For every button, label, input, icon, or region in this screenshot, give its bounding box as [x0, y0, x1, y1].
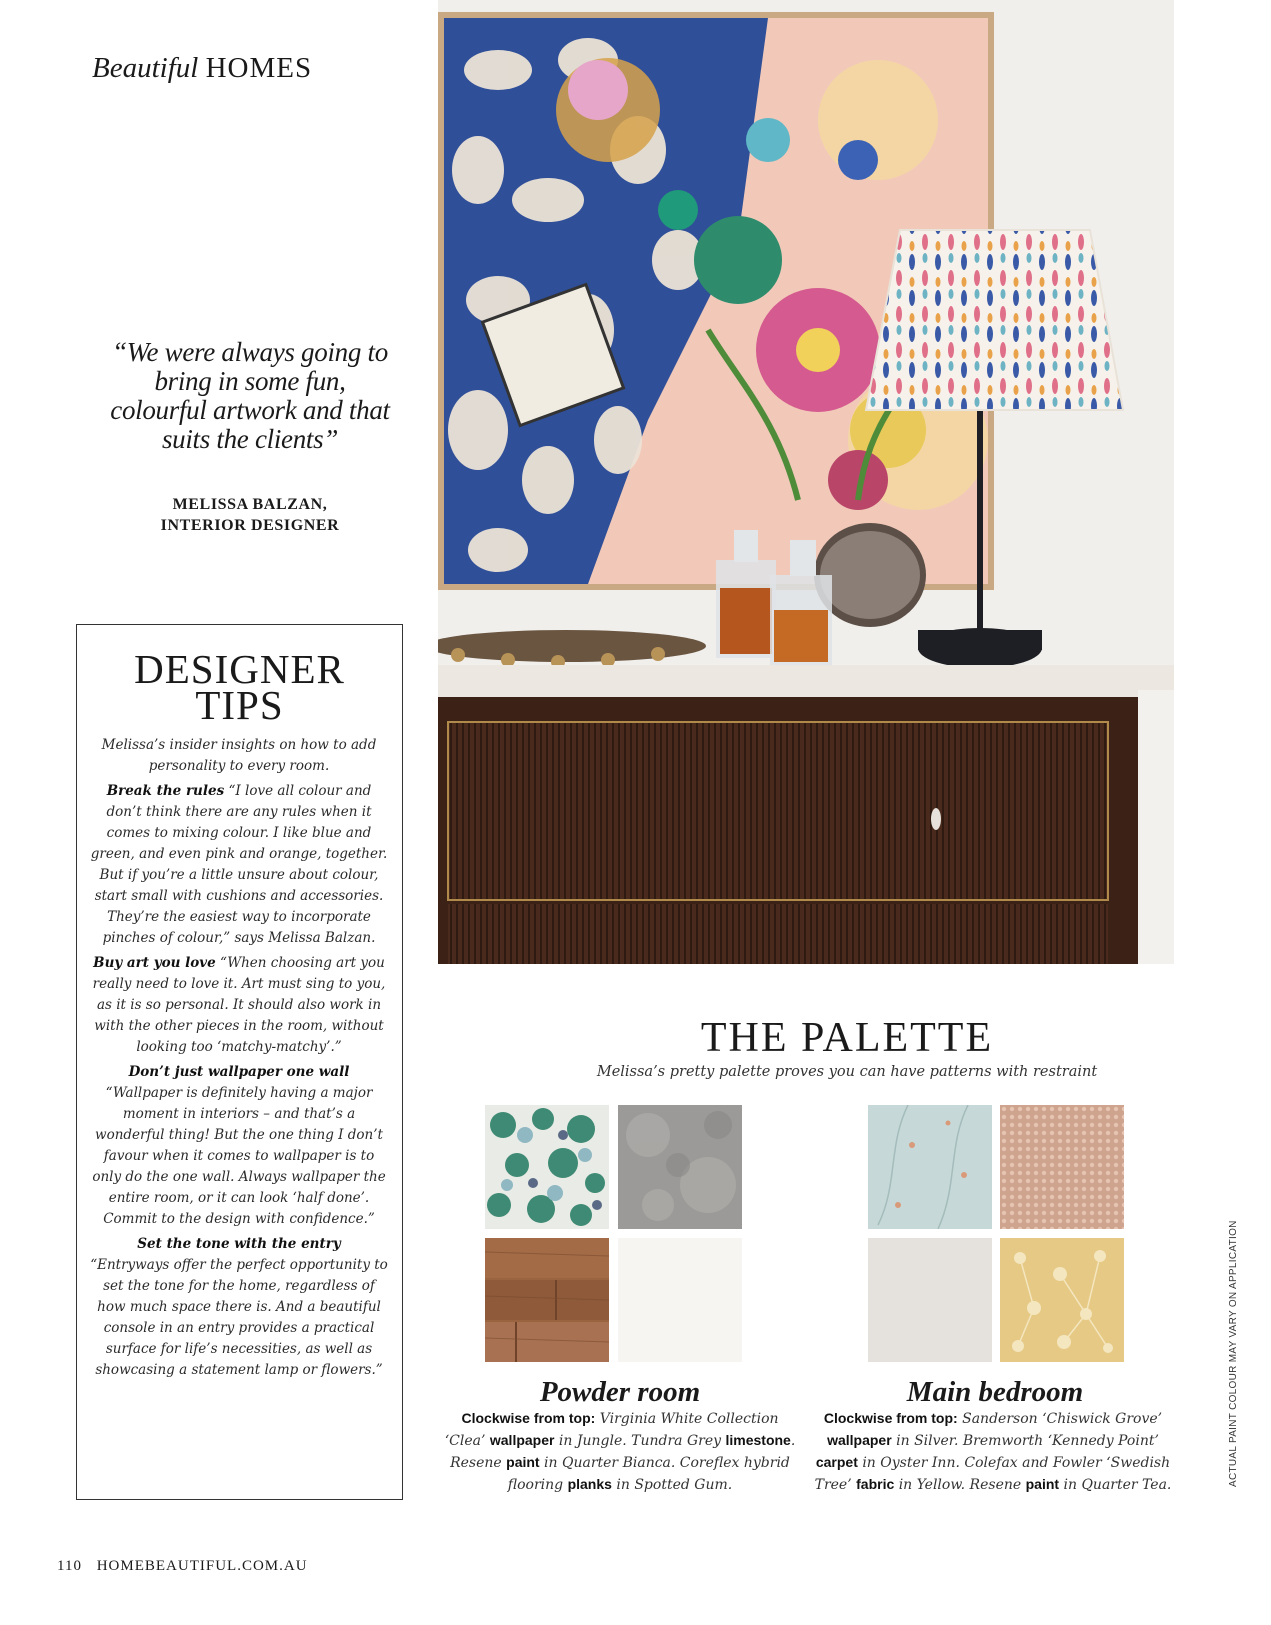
caption-item: planks	[567, 1476, 612, 1492]
tips-title	[77, 646, 402, 728]
caption-item: wallpaper	[827, 1432, 892, 1448]
caption-item: wallpaper	[489, 1432, 555, 1448]
chiswick-wallpaper-pattern	[868, 1105, 992, 1229]
lamp-stem	[977, 380, 983, 640]
main-bedroom-caption	[808, 1408, 1178, 1496]
tip-text: “Entryways offer the perfect opportunity to set the tone for the home, regardless of how much space there is. And a beautiful console in an entry provides a practical surface for life’s necessities, as well as showcasing a statement lamp or flowers.”	[90, 1257, 388, 1378]
powder-room-title: Powder room	[539, 1376, 701, 1408]
tips-title-line2: TIPS	[195, 682, 284, 728]
brand-caps: HOMES	[205, 52, 313, 84]
swatch-quarter-tea-paint	[868, 1238, 992, 1362]
tip-item	[89, 1234, 389, 1381]
swatch-chiswick-grove-wallpaper	[868, 1105, 992, 1229]
swedish-tree-fabric-pattern	[1000, 1238, 1124, 1362]
caption-item: paint	[506, 1454, 540, 1470]
caption-text: . Resene	[450, 1433, 796, 1471]
swatch-swedish-tree-fabric	[1000, 1238, 1124, 1362]
timber-planks	[485, 1238, 609, 1362]
caption-lead: Clockwise from top:	[823, 1410, 958, 1426]
caption-item: carpet	[815, 1454, 858, 1470]
tips-title-line1: DESIGNER	[134, 646, 345, 692]
tip-text: “Wallpaper is definitely having a major moment in interiors – and that’s a wonderful thing! But the one thing I don’t favour when it comes to wallpaper is to only do the one wall. Always wallpaper the entire room, or it can look ‘half done’. Commit to the design with confidence.”	[92, 1085, 386, 1227]
tip-heading: Set the tone with the entry	[137, 1236, 341, 1252]
swatch-kennedy-point-carpet	[1000, 1105, 1124, 1229]
pull-quote: “We were always going to bring in some fun, colourful artwork and that suits the clients”	[110, 337, 390, 454]
hero-interior-photo	[438, 0, 1174, 964]
pull-quote-attribution	[105, 494, 395, 536]
tips-body	[89, 735, 389, 1385]
tip-text: “When choosing art you really need to love it. Art must sing to you, as it is so personal. It should also work in with the other pieces in the room, without looking too ‘matchy-matchy’.”	[92, 955, 386, 1055]
palette-subtitle: Melissa’s pretty palette proves you can have patterns with restraint	[596, 1064, 1098, 1080]
tip-heading: Break the rules	[106, 783, 225, 799]
caption-text: in Quarter Tea.	[1059, 1477, 1172, 1493]
swatch-jungle-wallpaper	[485, 1105, 609, 1229]
tip-text: “I love all colour and don’t think there are any rules when it comes to mixing colour. I like blue and green, and even pink and orange, together. But if you’re a little unsure about colour, start small with cushions and accessories. They’re the easiest way to incorporate pinches of colour,” says Melissa Balzan.	[90, 783, 388, 946]
powder-room-caption	[440, 1408, 800, 1496]
caption-text: in Silver. Bremworth ‘Kennedy Point’	[891, 1433, 1159, 1449]
caption-item: paint	[1025, 1476, 1060, 1492]
main-bedroom-title: Main bedroom	[906, 1376, 1084, 1408]
lamp-shade	[866, 230, 1123, 410]
carpet-weave	[1000, 1105, 1124, 1229]
attribution-name: MELISSA BALZAN,	[172, 496, 328, 513]
tip-heading: Don’t just wallpaper one wall	[128, 1064, 350, 1080]
website: HOMEBEAUTIFUL.COM.AU	[96, 1558, 308, 1574]
tip-item	[89, 1062, 389, 1230]
brand-italic: Beautiful	[92, 52, 199, 84]
console-top	[438, 665, 1174, 697]
caption-text: in Oyster Inn. Colefax and Fowler ‘Swedish Tree’	[814, 1455, 1171, 1493]
caption-text: in Yellow. Resene	[894, 1477, 1026, 1493]
palette-title: THE PALETTE	[700, 1015, 994, 1061]
limestone-texture	[618, 1105, 742, 1229]
jungle-wallpaper-pattern	[485, 1105, 609, 1229]
caption-text: in Quarter Bianca. Coreflex hybrid flooring	[507, 1455, 790, 1493]
page-footer	[57, 1558, 308, 1575]
page-number: 110	[57, 1558, 82, 1574]
caption-text: Sanderson ‘Chiswick Grove’	[957, 1411, 1163, 1427]
caption-text: Virginia White Collection ‘Clea’	[444, 1411, 779, 1449]
swatch-quarter-bianca-paint	[618, 1238, 742, 1362]
designer-tips-box	[76, 624, 403, 1500]
tip-heading: Buy art you love	[93, 955, 216, 971]
tips-intro: Melissa’s insider insights on how to add personality to every room.	[101, 737, 377, 774]
tip-item	[89, 953, 389, 1058]
magazine-section-header	[92, 52, 312, 85]
lamp-base	[918, 630, 1042, 650]
paint-disclaimer: ACTUAL PAINT COLOUR MAY VARY ON APPLICATION	[1228, 1220, 1239, 1487]
swatch-spotted-gum-planks	[485, 1238, 609, 1362]
attribution-role: INTERIOR DESIGNER	[160, 517, 340, 534]
caption-item: limestone	[725, 1432, 791, 1448]
caption-item: fabric	[856, 1476, 895, 1492]
caption-lead: Clockwise from top:	[461, 1410, 596, 1426]
swatch-tundra-grey-limestone	[618, 1105, 742, 1229]
caption-text: in Spotted Gum.	[611, 1477, 733, 1493]
caption-text: in Jungle. Tundra Grey	[554, 1433, 726, 1449]
tip-item	[89, 781, 389, 949]
interior-illustration	[438, 0, 1174, 964]
